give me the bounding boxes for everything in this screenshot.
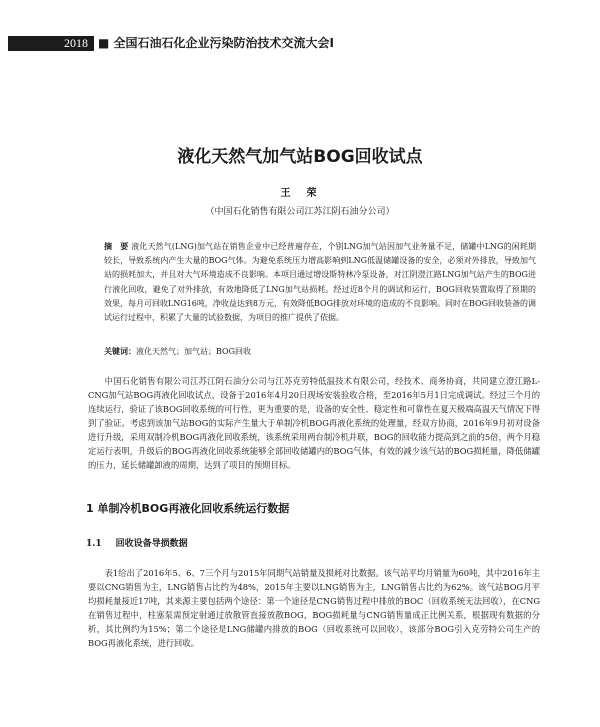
year-label: 2018 xyxy=(64,36,88,50)
keywords xyxy=(104,346,536,358)
abstract xyxy=(104,240,536,325)
abstract-label: 摘 要 xyxy=(104,242,129,251)
keywords-label: 关键词： xyxy=(104,347,136,356)
author: 王 荣 xyxy=(280,188,320,199)
subsection-heading xyxy=(86,538,202,551)
paper-title: 液化天然气加气站BOG回收试点 xyxy=(177,147,423,167)
affiliation: （中国石化销售有限公司江苏江阴石油分公司） xyxy=(205,207,395,217)
section-title: 单制冷机BOG再液化回收系统运行数据 xyxy=(97,502,290,515)
subsection-title: 回收设备导损数据 xyxy=(115,539,188,549)
conference-name: 全国石油石化企业污染防治技术交流大会Ⅰ xyxy=(113,36,334,50)
intro-paragraph: 中国石化销售有限公司江苏江阴石油分公司与江苏克劳特低温技术有限公司，经技术、商务协商，共同建立澄江路L-CNG加气站BOG再液化回收试点，设备于2016年4月20日现场安装验收合格，至2016年5月1日完成调试。经过三个月的连续运行，验证了该BOG回收系统的可行性，更为重要的是，设备的安全性、稳定性和可靠性在夏天极端高温天气情况下得到了验证。考虑到该加气站BOG的实际产生量大于单制冷机BOG再液化系统的处理量，经双方协商，2016年9月初对设备进行升级，采用双制冷机BOG再液化回收系统，该系统采用两台制冷机并联，BOG的回收能力提高到之前的5倍，两个月稳定运行表明，升级后的BOG再液化回收系统能够全部回收储罐内的BOG气体，有效的减少该气站的BOG损耗量，降低储罐的压力，延长储罐卸液的周期，达到了项目的预期目标。 xyxy=(88,376,540,470)
keywords-text: 液化天然气；加气站；BOG回收 xyxy=(136,347,251,356)
abstract-text: 液化天然气(LNG)加气站在销售企业中已经普遍存在，个别LNG加气站因加气业务量不足，储罐中LNG的闲耗期较长，导致系统内产生大量的BOG气体。为避免系统压力增高影响到LNG低温储罐设备的安全，必须对外排放，导致加气站的损耗加大，并且对大气环境造成不良影响。本项目通过增设斯特林冷泵设备，对江阴澄江路LNG加气站产生的BOG进行液化回收，避免了对外排放，有效地降低了LNG加气站损耗。经过近8个月的调试和运行，BOG回收装置取得了预期的效果，每月可回收LNG16吨，净收益达到8万元，有效降低BOG排放对环境的造成的不良影响。同时在BOG回收装备的调试运行过程中，积累了大量的试验数据，为项目的推广提供了依据。 xyxy=(104,242,537,323)
section-heading xyxy=(86,501,289,516)
body-paragraph: 表1给出了2016年5、6、7三个月与2015年同期气站销量及损耗对比数据。该气站平均月销量为60吨，其中2016年主要以CNG销售为主，LNG销售占比约为48%，2015年主要以LNG销售为主，LNG销售占比约为62%。该气站BOG月平均损耗量接近17吨，其来源主要包括两个途径：第一个途径是CNG销售过程中排放的BOC（回收系统无法回收），在CNG在销售过程中，柱塞泵需预定射通过放散管直接放散BOG，BOG损耗量与CNG销售量成正比例关系，根据现有数据的分析，其比例约为15%；第二个途径是LNG储罐内排放的BOG（回收系统可以回收），该部分BOG引入克劳特公司生产的BOG再液化系统，进行回收。 xyxy=(88,568,540,648)
bullet-icon: ■ xyxy=(98,36,110,50)
subsection-number: 1.1 xyxy=(86,539,102,549)
page-number-bar xyxy=(8,36,94,51)
running-header xyxy=(98,35,334,52)
section-number: 1 xyxy=(86,502,94,515)
